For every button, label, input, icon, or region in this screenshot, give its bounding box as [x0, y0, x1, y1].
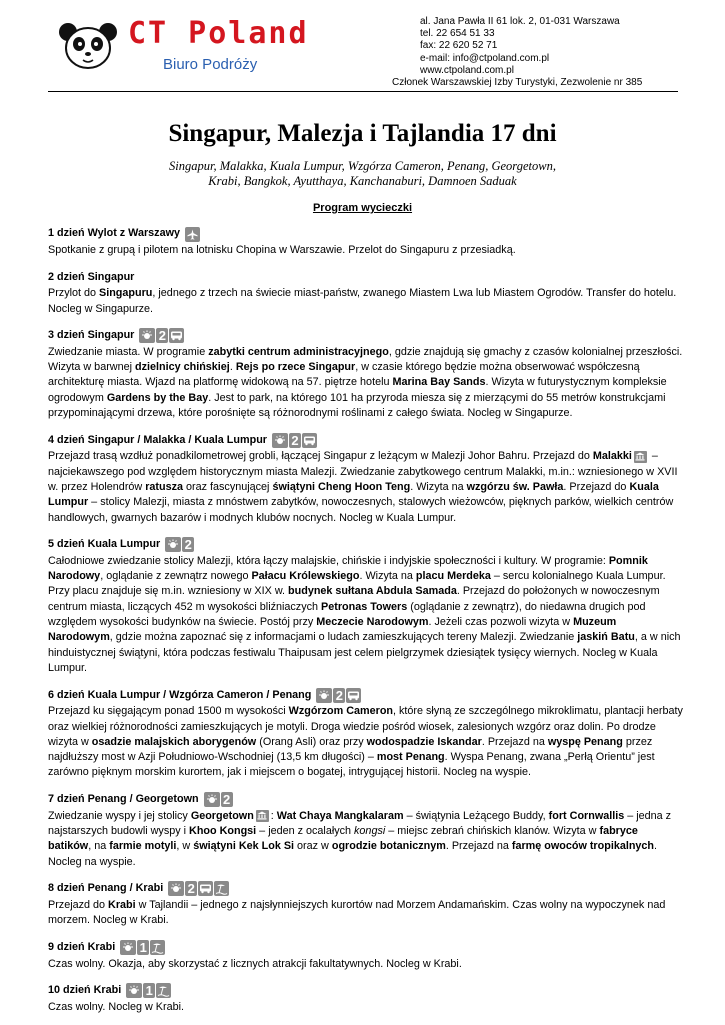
- highlight-text: Singapuru: [99, 287, 153, 300]
- day-heading: [48, 225, 684, 243]
- panda-logo-icon: [58, 20, 118, 72]
- day-icons: [120, 940, 165, 955]
- highlight-text: świątyni Cheng Hoon Teng: [272, 480, 411, 493]
- brand-subtitle: Biuro Podróży: [163, 56, 258, 73]
- highlight-text: ratusza: [145, 480, 184, 493]
- body-text: Przylot do: [48, 287, 100, 300]
- highlight-text: zabytki centrum administracyjnego: [208, 345, 389, 358]
- highlight-text: Gardens by the Bay: [106, 391, 209, 404]
- sun-icon: [126, 983, 142, 998]
- bus-icon: [169, 328, 184, 343]
- body-text: , które słyną ze szczególnego mikroklimatu, plantacji herbaty oraz wielkiej różnorodności zamieszkujących je motyli. Droga wiedzie pośród wiosek, zalesionych wzgórz oraz dolin. Po drodze wizyta w: [48, 705, 683, 748]
- day-title: 7 dzień Penang / Georgetown: [48, 793, 199, 806]
- day-heading: [48, 686, 684, 704]
- day-heading: [48, 536, 684, 554]
- body-text: . Jest to park, na którego 101 ha przyroda miesza się z mierzącymi do 55 metrów konstrukcjami przypominającymi drzewa, które porośnięte są różnorodnymi roślinami z całego świata. Nocleg w Singapurze.: [48, 391, 666, 420]
- body-text: Całodniowe zwiedzanie stolicy Malezji, która łączy malajskie, chińskie i indyjskie społeczności i kultury. W programie:: [48, 554, 609, 567]
- sun-icon: [204, 792, 220, 807]
- meals-count-badge: 2: [221, 792, 233, 807]
- body-text: . Wizyta na: [359, 570, 416, 583]
- day-icons: [185, 227, 200, 242]
- body-text: . Przejazd do: [563, 480, 630, 493]
- body-text: Czas wolny. Nocleg w Krabi.: [48, 1000, 185, 1013]
- meals-count-badge: 2: [156, 328, 168, 343]
- plane-icon: [185, 227, 200, 242]
- body-text: przez najdłuższy most w Azji Południowo-Wschodniej (13,5 km długości) –: [48, 735, 653, 764]
- itinerary-day: [48, 327, 684, 421]
- bus-icon: [346, 688, 361, 703]
- day-icons: [316, 688, 361, 703]
- highlight-text: Pomnik Narodowy: [48, 554, 648, 583]
- highlight-text: Rejs po rzece Singapur: [235, 361, 356, 374]
- highlight-text: Wzgórzom Cameron: [288, 705, 394, 718]
- day-title: 8 dzień Penang / Krabi: [48, 882, 164, 895]
- day-heading: [48, 939, 684, 957]
- day-icons: [165, 537, 194, 552]
- body-text: , na: [88, 840, 110, 853]
- highlight-text: placu Merdeka: [415, 570, 491, 583]
- sun-icon: [316, 688, 332, 703]
- highlight-text: most Penang: [376, 751, 445, 764]
- day-title: 3 dzień Singapur: [48, 329, 135, 342]
- day-icons: [204, 792, 233, 807]
- body-text: – świątynia Leżącego Buddy,: [403, 809, 549, 822]
- day-description: [48, 898, 684, 929]
- beach-icon: [156, 983, 171, 998]
- unesco-icon: [634, 451, 647, 463]
- body-text: Przejazd trasą wzdłuż ponadkilometrowej grobli, łączącej Singapur z leżącym w Malezji Johor Bahru. Przejazd do: [48, 450, 593, 463]
- day-heading: [48, 880, 684, 898]
- body-text: Spotkanie z grupą i pilotem na lotnisku Chopina w Warszawie. Przelot do Singapuru z przesiadką.: [48, 244, 516, 256]
- day-heading: [48, 431, 684, 449]
- day-icons: [139, 328, 184, 343]
- body-text: . Jeżeli czas pozwoli wizyta w: [428, 616, 574, 629]
- body-text: , gdzie znajdują się gmachy z czasów kolonialnej przeszłości. Wizyta w barwnej: [48, 345, 683, 374]
- beach-icon: [214, 881, 229, 896]
- body-text: . Wizyta na: [410, 480, 467, 493]
- highlight-text: osadzie malajskich aborygenów: [91, 735, 257, 748]
- day-heading: [48, 982, 684, 1000]
- day-description: [48, 345, 684, 421]
- body-text: Przejazd ku sięgającym ponad 1500 m wysokości: [48, 705, 289, 718]
- body-text: , w: [176, 840, 194, 853]
- highlight-text: świątyni Kek Lok Si: [193, 840, 295, 853]
- body-text: .: [229, 361, 236, 374]
- day-title: 2 dzień Singapur: [48, 270, 135, 283]
- highlight-text: ogrodzie botanicznym: [331, 840, 446, 853]
- sun-icon: [120, 940, 136, 955]
- body-text: , gdzie można zapoznać się z informacjami o ludach zamieszkujących tereny Malezji. Zwiedzanie: [109, 631, 578, 644]
- body-text: w Tajlandii – jednego z najsłynniejszych kurortów nad Morzem Andamańskim. Czas wolny na wypoczynek nad morzem. Nocleg w Krabi.: [48, 898, 666, 927]
- highlight-text: fabryce batików: [48, 825, 638, 853]
- highlight-text: Malakki: [592, 450, 632, 463]
- body-text: , a w nich hinduistycznej świątyni, która podczas festiwalu Thaipusam jest celem pielgrzymek dziesiątek tysięcy wiernych. Nocleg w Kuala Lumpur.: [48, 631, 681, 674]
- brand-name: CT Poland: [128, 16, 309, 51]
- body-text: Zwiedzanie wyspy i jej stolicy: [48, 809, 191, 822]
- highlight-text: Pałacu Królewskiego: [251, 570, 360, 583]
- body-text: – jedna z najstarszych budowli wyspy i: [48, 809, 672, 838]
- body-text: . Wizyta w futurystycznym kompleksie ogrodowym: [48, 376, 667, 404]
- body-text: . Wyspa Penang, zwana „Perłą Orientu” jest zarówno pięknym morskim kurortem, jak i miejscem o bogatej, intrygującej historii. Nocleg na wyspie.: [48, 751, 655, 779]
- day-description: [48, 554, 684, 676]
- contact-address: al. Jana Pawła II 61 lok. 2, 01-031 Warszawa: [420, 16, 620, 27]
- day-title: 4 dzień Singapur / Malakka / Kuala Lumpur: [48, 433, 267, 446]
- membership-note: Członek Warszawskiej Izby Turystyki, Zezwolenie nr 385: [392, 77, 643, 89]
- day-heading: [48, 327, 684, 345]
- itinerary-day: [48, 536, 684, 676]
- bus-icon: [198, 881, 213, 896]
- day-title: 10 dzień Krabi: [48, 984, 122, 997]
- unesco-icon: [256, 810, 269, 822]
- body-text: – miejsc zebrań chińskich klanów. Wizyta w: [385, 825, 600, 838]
- body-text: . Przejazd na: [481, 735, 548, 748]
- contact-email[interactable]: e-mail: info@ctpoland.com.pl: [420, 52, 550, 64]
- body-text: . Przejazd na: [445, 840, 512, 853]
- route-line: Krabi, Bangkok, Ayutthaya, Kanchanaburi, Damnoen Saduak: [208, 174, 517, 188]
- meals-count-badge: 2: [289, 433, 301, 448]
- contact-fax: fax: 22 620 52 71: [420, 40, 498, 52]
- itinerary-day: [48, 880, 684, 929]
- body-text: – najciekawszego pod względem historycznym miasta Malezji. Zwiedzanie zabytkowego centrum Malakki, m.in.: wzniesionego w XVII w. przez Holendrów: [48, 450, 678, 493]
- sun-icon: [165, 537, 181, 552]
- highlight-text: Muzeum Narodowym: [48, 616, 617, 644]
- header-divider: [48, 91, 678, 92]
- itinerary-day: [48, 431, 684, 525]
- highlight-text: jaskiń Batu: [577, 631, 635, 644]
- day-description: [48, 1000, 684, 1015]
- body-text: (Orang Asli) oraz przy: [256, 735, 367, 748]
- highlight-text: Meczecie Narodowym: [316, 616, 429, 629]
- day-description: [48, 286, 684, 317]
- sun-icon: [139, 328, 155, 343]
- itinerary-day: [48, 939, 684, 972]
- body-text: Przejazd do: [48, 898, 109, 911]
- highlight-text: wyspę Penang: [547, 735, 623, 748]
- beach-icon: [150, 940, 165, 955]
- body-text: , oglądanie z zewnątrz nowego: [100, 570, 252, 583]
- body-text: :: [270, 809, 277, 822]
- highlight-text: Kuala Lumpur: [48, 480, 659, 509]
- highlight-text: fort Cornwallis: [548, 809, 625, 822]
- sun-icon: [272, 433, 288, 448]
- sun-icon: [168, 881, 184, 896]
- highlight-text: wzgórzu św. Pawła: [466, 480, 564, 493]
- day-description: [48, 243, 684, 258]
- day-title: 1 dzień Wylot z Warszawy: [48, 227, 180, 240]
- highlight-text: Khoo Kongsi: [189, 825, 257, 838]
- highlight-text: Petronas Towers: [321, 600, 408, 613]
- day-heading: [48, 268, 684, 286]
- contact-phone: tel. 22 654 51 33: [420, 28, 495, 40]
- program-heading: Program wycieczki: [312, 202, 413, 214]
- itinerary-day: [48, 225, 684, 258]
- meals-count-badge: 2: [333, 688, 345, 703]
- route-subtitle: [0, 159, 725, 189]
- highlight-text: Marina Bay Sands: [392, 376, 486, 389]
- itinerary-list: [48, 225, 684, 1025]
- body-text: oraz fascynującej: [183, 480, 273, 493]
- highlight-text: wodospadzie Iskandar: [366, 735, 482, 748]
- itinerary-day: [48, 686, 684, 780]
- body-text: kongsi: [354, 825, 386, 838]
- body-text: – stolicy Malezji, miasta z mnóstwem zabytków, nowoczesnych, stalowych wieżowców, pięknych parków, wielkich centrów handlowych, gwarnych bazarów i modnych klubów nocnych. Nocleg w Kuala Lumpur.: [48, 496, 674, 524]
- highlight-text: farmie motyli: [109, 840, 177, 853]
- highlight-text: Georgetown: [190, 809, 254, 822]
- bus-icon: [302, 433, 317, 448]
- itinerary-day: [48, 268, 684, 317]
- body-text: , w czasie którego będzie można obserwować współczesną architekturę miasta. Wjazd na platformę widokową na 57. piętrze hotelu: [48, 361, 640, 389]
- day-icons: [126, 983, 171, 998]
- itinerary-day: [48, 791, 684, 870]
- meals-count-badge: 2: [182, 537, 194, 552]
- day-title: 9 dzień Krabi: [48, 940, 116, 953]
- meals-count-badge: 2: [185, 881, 197, 896]
- body-text: , jednego z trzech na świecie miast-państw, zwanego Miastem Lwa lub Miastem Ogrodów. Transfer do hotelu. Nocleg w Singapurze.: [48, 287, 677, 315]
- route-line: Singapur, Malakka, Kuala Lumpur, Wzgórza Cameron, Penang, Georgetown,: [169, 159, 556, 173]
- day-description: [48, 809, 684, 870]
- highlight-text: Krabi: [108, 898, 136, 911]
- day-description: [48, 449, 684, 525]
- body-text: – sercu kolonialnego Kuala Lumpur. Przy placu znajduje się m.in. wzniesiony w XIX w.: [48, 570, 666, 598]
- contact-block: [392, 16, 643, 89]
- day-title: 6 dzień Kuala Lumpur / Wzgórza Cameron / Penang: [48, 688, 312, 701]
- body-text: (oglądanie z zewnątrz), do niedawna drugich pod względem wysokości budynków na świecie. Postój przy: [48, 600, 646, 629]
- itinerary-day: [48, 982, 684, 1015]
- day-heading: [48, 791, 684, 809]
- day-description: [48, 957, 684, 972]
- letterhead: [0, 0, 725, 95]
- highlight-text: Wat Chaya Mangkalaram: [276, 809, 404, 822]
- page-title: Singapur, Malezja i Tajlandia 17 dni: [168, 120, 557, 147]
- body-text: . Nocleg na wyspie.: [48, 840, 658, 868]
- body-text: oraz w: [294, 840, 332, 853]
- highlight-text: budynek sułtana Abdula Samada: [288, 585, 457, 598]
- highlight-text: dzielnicy chińskiej: [135, 361, 230, 374]
- body-text: Czas wolny. Okazja, aby skorzystać z licznych atrakcji fakultatywnych. Nocleg w Krabi.: [48, 957, 462, 970]
- meals-count-badge: 1: [137, 940, 149, 955]
- highlight-text: farmę owoców tropikalnych: [511, 840, 655, 853]
- day-icons: [272, 433, 317, 448]
- day-icons: [168, 881, 229, 896]
- body-text: . Przejazd do położonych w nowoczesnym centrum miasta, liczących 452 m wysokości bliźniaczych: [48, 585, 660, 613]
- body-text: – jeden z ocalałych: [256, 825, 355, 838]
- day-description: [48, 704, 684, 780]
- contact-website[interactable]: www.ctpoland.com.pl: [420, 64, 514, 76]
- body-text: Zwiedzanie miasta. W programie: [48, 345, 209, 358]
- meals-count-badge: 1: [143, 983, 155, 998]
- day-title: 5 dzień Kuala Lumpur: [48, 538, 161, 551]
